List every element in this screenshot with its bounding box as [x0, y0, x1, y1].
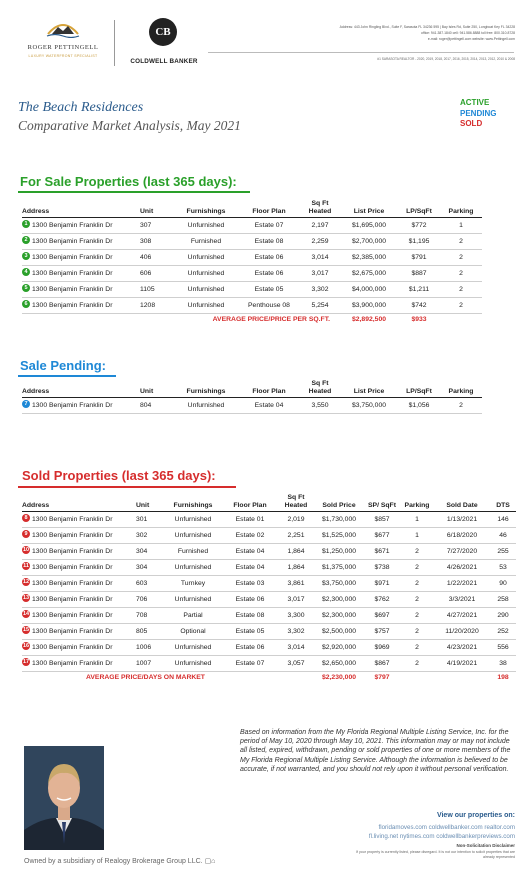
agent-portrait-icon [24, 746, 104, 850]
legend-active: ACTIVE [460, 98, 490, 107]
lp-sqft-cell: $742 [398, 298, 440, 314]
floor-plan-cell: Estate 04 [222, 544, 278, 560]
parking-cell: 1 [400, 528, 434, 544]
address-cell [22, 218, 140, 234]
table-row [22, 282, 482, 298]
listing-number-badge: 14 [22, 611, 30, 618]
contact-info [215, 24, 515, 42]
list-price-cell: $3,750,000 [340, 398, 398, 414]
col-sqft: Sq Ft Heated [300, 200, 340, 218]
for-sale-heading: For Sale Properties (last 365 days): [20, 174, 237, 189]
floor-plan-cell: Estate 07 [238, 218, 300, 234]
avg-label: AVERAGE PRICE/DAYS ON MARKET [86, 674, 205, 681]
pending-table-wrap [22, 380, 482, 414]
equal-housing-icon: ▢⌂ [204, 858, 216, 865]
parking-cell: 2 [400, 592, 434, 608]
unit-cell: 302 [136, 528, 164, 544]
col-parking: Parking [400, 494, 434, 512]
furnishings-cell: Unfurnished [164, 592, 222, 608]
phone-line: office: 941.387.1840 cell: 941.586.8888 toll free: 800.310.8728 [420, 31, 515, 35]
pending-underline [18, 375, 116, 377]
address-text: 1300 Benjamin Franklin Dr [32, 644, 113, 651]
table-row [22, 250, 482, 266]
listing-number-badge: 5 [22, 284, 30, 292]
lp-sqft-cell: $1,211 [398, 282, 440, 298]
sold-date-cell: 4/23/2021 [434, 640, 490, 656]
parking-cell: 2 [400, 544, 434, 560]
col-list-price: List Price [340, 380, 398, 398]
dts-cell: 290 [490, 608, 516, 624]
sqft-cell: 3,057 [278, 656, 314, 672]
legend-sold: SOLD [460, 119, 483, 128]
table-row [22, 528, 516, 544]
rp-tagline: LUXURY WATERFRONT SPECIALIST [28, 54, 98, 58]
table-row [22, 624, 516, 640]
sqft-cell: 3,014 [300, 250, 340, 266]
email-line: e-mail: roger@pettingell.com website: www.Pettingell.com [427, 37, 515, 41]
unit-cell: 304 [136, 560, 164, 576]
cb-name: COLDWELL BANKER [130, 58, 198, 65]
table-row [22, 656, 516, 672]
pending-heading: Sale Pending: [20, 358, 106, 373]
col-furnishings: Furnishings [174, 380, 238, 398]
sold-price-cell: $1,250,000 [314, 544, 364, 560]
parking-cell: 2 [440, 266, 482, 282]
sp-sqft-cell: $671 [364, 544, 400, 560]
furnishings-cell: Unfurnished [164, 528, 222, 544]
unit-cell: 1007 [136, 656, 164, 672]
sqft-cell: 3,302 [278, 624, 314, 640]
sp-sqft-cell: $697 [364, 608, 400, 624]
sold-price-cell: $2,650,000 [314, 656, 364, 672]
sp-sqft-cell: $762 [364, 592, 400, 608]
col-parking: Parking [440, 380, 482, 398]
sp-sqft-cell: $738 [364, 560, 400, 576]
listing-number-badge: 3 [22, 252, 30, 260]
listing-number-badge: 2 [22, 236, 30, 244]
dts-cell: 255 [490, 544, 516, 560]
floor-plan-cell: Estate 06 [222, 592, 278, 608]
parking-cell: 2 [400, 608, 434, 624]
unit-cell: 708 [136, 608, 164, 624]
address-line: Address: 443 John Ringling Blvd., Suite F, Sarasota FL 34236 595 | Bay Isles Rd, Suite 250, Longboat Key FL 34228 [339, 25, 515, 29]
listing-number-badge: 10 [22, 547, 30, 554]
col-sold-date: Sold Date [434, 494, 490, 512]
for-sale-average-row [22, 314, 482, 326]
legend-pending: PENDING [460, 108, 497, 118]
list-price-cell: $1,695,000 [340, 218, 398, 234]
furnishings-cell: Furnished [164, 544, 222, 560]
floor-plan-cell: Penthouse 08 [238, 298, 300, 314]
address-text: 1300 Benjamin Franklin Dr [32, 564, 113, 571]
avg-label: AVERAGE PRICE/PRICE PER SQ.FT. [212, 316, 330, 323]
sold-date-cell: 1/13/2021 [434, 512, 490, 528]
table-row [22, 298, 482, 314]
address-cell [22, 576, 136, 592]
address-cell [22, 560, 136, 576]
sp-sqft-cell: $857 [364, 512, 400, 528]
sold-price-cell: $3,750,000 [314, 576, 364, 592]
list-price-cell: $2,385,000 [340, 250, 398, 266]
sites-line-2[interactable]: fl.living.net nytimes.com coldwellbankerpreviews.com [368, 833, 515, 840]
parking-cell: 2 [400, 640, 434, 656]
address-text: 1300 Benjamin Franklin Dr [32, 660, 113, 667]
col-floor-plan: Floor Plan [222, 494, 278, 512]
listing-number-badge: 13 [22, 595, 30, 602]
lp-sqft-cell: $1,195 [398, 234, 440, 250]
sold-table-wrap [22, 494, 516, 683]
sp-sqft-cell: $677 [364, 528, 400, 544]
parking-cell: 2 [400, 656, 434, 672]
address-text: 1300 Benjamin Franklin Dr [32, 402, 113, 409]
address-cell [22, 250, 140, 266]
sqft-cell: 3,017 [300, 266, 340, 282]
sold-price-cell: $2,300,000 [314, 592, 364, 608]
col-address: Address [22, 494, 136, 512]
list-price-cell: $2,700,000 [340, 234, 398, 250]
address-text: 1300 Benjamin Franklin Dr [32, 286, 113, 293]
avg-price: $2,892,500 [351, 316, 387, 323]
address-cell [22, 398, 140, 414]
listing-number-badge: 15 [22, 627, 30, 634]
table-row [22, 266, 482, 282]
avg-dts: 198 [497, 674, 509, 681]
sqft-cell: 2,251 [278, 528, 314, 544]
pending-table [22, 380, 482, 414]
table-row [22, 608, 516, 624]
furnishings-cell: Furnished [174, 234, 238, 250]
agent-photo [24, 746, 104, 850]
address-cell [22, 282, 140, 298]
sqft-cell: 3,861 [278, 576, 314, 592]
col-furnishings: Furnishings [164, 494, 222, 512]
unit-cell: 804 [140, 398, 174, 414]
address-cell [22, 234, 140, 250]
floor-plan-cell: Estate 08 [222, 608, 278, 624]
furnishings-cell: Unfurnished [174, 250, 238, 266]
furnishings-cell: Unfurnished [174, 218, 238, 234]
address-cell [22, 298, 140, 314]
floor-plan-cell: Estate 04 [238, 398, 300, 414]
listing-number-badge: 6 [22, 300, 30, 308]
parking-cell: 2 [400, 576, 434, 592]
address-text: 1300 Benjamin Franklin Dr [32, 628, 113, 635]
address-text: 1300 Benjamin Franklin Dr [32, 516, 113, 523]
col-sold-price: Sold Price [314, 494, 364, 512]
address-text: 1300 Benjamin Franklin Dr [32, 238, 113, 245]
address-text: 1300 Benjamin Franklin Dr [32, 270, 113, 277]
parking-cell: 1 [440, 218, 482, 234]
unit-cell: 1208 [140, 298, 174, 314]
sold-underline [18, 486, 236, 488]
list-price-cell: $4,000,000 [340, 282, 398, 298]
furnishings-cell: Partial [164, 608, 222, 624]
status-legend [460, 98, 496, 130]
col-parking: Parking [440, 200, 482, 218]
floor-plan-cell: Estate 06 [238, 250, 300, 266]
col-floor-plan: Floor Plan [238, 200, 300, 218]
parking-cell: 2 [400, 560, 434, 576]
avg-price: $2,230,000 [321, 674, 357, 681]
sqft-cell: 3,302 [300, 282, 340, 298]
col-address: Address [22, 200, 140, 218]
listing-number-badge: 9 [22, 530, 30, 538]
sold-date-cell: 3/3/2021 [434, 592, 490, 608]
address-cell [22, 640, 136, 656]
dts-cell: 146 [490, 512, 516, 528]
col-furnishings: Furnishings [174, 200, 238, 218]
mls-disclaimer: Based on information from the My Florida Regional Multiple Listing Service, Inc. for the period of May 10, 2020 through May 10, 2021. This information may or may not include all listed, expired, withdrawn, pending or sold properties of one or more members of the My Florida Regional Multiple Listing Service. Although the information is believed to be accurate, if not warranted, and you should not rely upon it without personal verification. [240, 729, 511, 773]
furnishings-cell: Unfurnished [164, 512, 222, 528]
parking-cell: 2 [440, 298, 482, 314]
for-sale-underline [18, 191, 250, 193]
sold-date-cell: 1/22/2021 [434, 576, 490, 592]
address-text: 1300 Benjamin Franklin Dr [32, 222, 113, 229]
floor-plan-cell: Estate 03 [222, 576, 278, 592]
sold-date-cell: 6/18/2020 [434, 528, 490, 544]
floor-plan-cell: Estate 06 [238, 266, 300, 282]
lp-sqft-cell: $791 [398, 250, 440, 266]
listing-number-badge: 8 [22, 514, 30, 522]
unit-cell: 308 [140, 234, 174, 250]
dts-cell: 46 [490, 528, 516, 544]
sqft-cell: 3,014 [278, 640, 314, 656]
sqft-cell: 2,019 [278, 512, 314, 528]
parking-cell: 2 [400, 624, 434, 640]
dts-cell: 38 [490, 656, 516, 672]
sp-sqft-cell: $867 [364, 656, 400, 672]
unit-cell: 1006 [136, 640, 164, 656]
avg-psf: $797 [374, 674, 390, 681]
floor-plan-cell: Estate 08 [238, 234, 300, 250]
unit-cell: 603 [136, 576, 164, 592]
sold-date-cell: 7/27/2020 [434, 544, 490, 560]
address-text: 1300 Benjamin Franklin Dr [32, 254, 113, 261]
col-lp-sqft: LP/SqFt [398, 200, 440, 218]
listing-number-badge: 16 [22, 643, 30, 650]
col-sqft: Sq Ft Heated [278, 494, 314, 512]
awards-line: #1 SARASOTA REALTOR - 2020, 2019, 2018, 2017, 2016, 2015, 2014, 2013, 2012, 2010 & 2008 [377, 57, 515, 61]
col-list-price: List Price [340, 200, 398, 218]
unit-cell: 805 [136, 624, 164, 640]
address-text: 1300 Benjamin Franklin Dr [32, 548, 113, 555]
sqft-cell: 1,864 [278, 560, 314, 576]
furnishings-cell: Unfurnished [164, 560, 222, 576]
floor-plan-cell: Estate 01 [222, 512, 278, 528]
floor-plan-cell: Estate 05 [222, 624, 278, 640]
table-row [22, 544, 516, 560]
listing-number-badge: 11 [23, 563, 29, 570]
report-title: The Beach Residences [18, 100, 144, 115]
address-cell [22, 608, 136, 624]
furnishings-cell: Unfurnished [164, 656, 222, 672]
address-cell [22, 592, 136, 608]
sold-heading: Sold Properties (last 365 days): [22, 468, 216, 483]
address-cell [22, 512, 136, 528]
col-sqft: Sq Ft Heated [300, 380, 340, 398]
dts-cell: 53 [490, 560, 516, 576]
ownership-text: Owned by a subsidiary of Realogy Brokerage Group LLC. [24, 858, 203, 865]
ownership-note [24, 857, 215, 865]
report-subtitle: Comparative Market Analysis, May 2021 [18, 118, 241, 133]
col-unit: Unit [140, 200, 174, 218]
sites-line-1[interactable]: floridamoves.com coldwellbanker.com realtor.com [378, 824, 515, 831]
sqft-cell: 1,864 [278, 544, 314, 560]
listing-number-badge: 12 [22, 579, 30, 586]
parking-cell: 2 [440, 398, 482, 414]
lp-sqft-cell: $887 [398, 266, 440, 282]
table-row [22, 398, 482, 414]
address-text: 1300 Benjamin Franklin Dr [32, 580, 113, 587]
address-cell [22, 624, 136, 640]
furnishings-cell: Turnkey [164, 576, 222, 592]
sold-date-cell: 4/26/2021 [434, 560, 490, 576]
sp-sqft-cell: $757 [364, 624, 400, 640]
for-sale-table-wrap [22, 200, 482, 325]
address-cell [22, 656, 136, 672]
sp-sqft-cell: $971 [364, 576, 400, 592]
table-row [22, 576, 516, 592]
parking-cell: 2 [440, 234, 482, 250]
address-text: 1300 Benjamin Franklin Dr [32, 302, 113, 309]
unit-cell: 606 [140, 266, 174, 282]
col-sp-sqft: SP/ SqFt [364, 494, 400, 512]
list-price-cell: $2,675,000 [340, 266, 398, 282]
waterfront-logo-icon [46, 18, 80, 38]
sqft-cell: 3,300 [278, 608, 314, 624]
header-rule [208, 52, 514, 53]
table-row [22, 234, 482, 250]
sold-price-cell: $2,920,000 [314, 640, 364, 656]
lp-sqft-cell: $772 [398, 218, 440, 234]
dts-cell: 90 [490, 576, 516, 592]
table-row [22, 640, 516, 656]
sqft-cell: 3,017 [278, 592, 314, 608]
dts-cell: 252 [490, 624, 516, 640]
sqft-cell: 2,197 [300, 218, 340, 234]
furnishings-cell: Unfurnished [174, 266, 238, 282]
address-text: 1300 Benjamin Franklin Dr [32, 532, 113, 539]
for-sale-table [22, 200, 482, 325]
property-sites [295, 823, 515, 841]
non-solicitation-text: If your property is currently listed, please disregard. It is not our intention to solicit properties that are already represented [355, 850, 515, 859]
floor-plan-cell: Estate 02 [222, 528, 278, 544]
unit-cell: 301 [136, 512, 164, 528]
furnishings-cell: Optional [164, 624, 222, 640]
listing-number-badge: 7 [22, 400, 30, 408]
sold-price-cell: $1,730,000 [314, 512, 364, 528]
parking-cell: 1 [400, 512, 434, 528]
sold-date-cell: 11/20/2020 [434, 624, 490, 640]
sold-price-cell: $1,525,000 [314, 528, 364, 544]
unit-cell: 406 [140, 250, 174, 266]
col-unit: Unit [136, 494, 164, 512]
address-cell [22, 266, 140, 282]
table-row [22, 218, 482, 234]
table-row [22, 592, 516, 608]
sp-sqft-cell: $969 [364, 640, 400, 656]
address-cell [22, 544, 136, 560]
cb-monogram-icon: CB [149, 18, 177, 46]
col-floor-plan: Floor Plan [238, 380, 300, 398]
sqft-cell: 3,550 [300, 398, 340, 414]
address-cell [22, 528, 136, 544]
furnishings-cell: Unfurnished [164, 640, 222, 656]
logo-divider [114, 20, 115, 66]
floor-plan-cell: Estate 07 [222, 656, 278, 672]
roger-pettingell-logo [18, 18, 108, 70]
unit-cell: 304 [136, 544, 164, 560]
sold-average-row [22, 672, 516, 684]
listing-number-badge: 1 [22, 220, 30, 228]
furnishings-cell: Unfurnished [174, 282, 238, 298]
rp-name: ROGER PETTINGELL [27, 44, 99, 51]
floor-plan-cell: Estate 04 [222, 560, 278, 576]
table-row [22, 512, 516, 528]
unit-cell: 706 [136, 592, 164, 608]
avg-psf: $933 [411, 316, 427, 323]
sqft-cell: 2,259 [300, 234, 340, 250]
dts-cell: 556 [490, 640, 516, 656]
address-text: 1300 Benjamin Franklin Dr [32, 596, 113, 603]
list-price-cell: $3,900,000 [340, 298, 398, 314]
non-solicitation-title: Non-Solicitation Disclaimer [456, 843, 515, 848]
address-text: 1300 Benjamin Franklin Dr [32, 612, 113, 619]
sold-date-cell: 4/19/2021 [434, 656, 490, 672]
furnishings-cell: Unfurnished [174, 398, 238, 414]
parking-cell: 2 [440, 250, 482, 266]
floor-plan-cell: Estate 05 [238, 282, 300, 298]
table-row [22, 560, 516, 576]
sold-date-cell: 4/27/2021 [434, 608, 490, 624]
view-properties-label: View our properties on: [436, 812, 515, 819]
sold-price-cell: $1,375,000 [314, 560, 364, 576]
sold-price-cell: $2,500,000 [314, 624, 364, 640]
lp-sqft-cell: $1,056 [398, 398, 440, 414]
listing-number-badge: 17 [22, 659, 30, 666]
unit-cell: 1105 [140, 282, 174, 298]
dts-cell: 258 [490, 592, 516, 608]
floor-plan-cell: Estate 06 [222, 640, 278, 656]
sold-table [22, 494, 516, 683]
col-address: Address [22, 380, 140, 398]
sold-price-cell: $2,300,000 [314, 608, 364, 624]
parking-cell: 2 [440, 282, 482, 298]
col-unit: Unit [140, 380, 174, 398]
col-lp-sqft: LP/SqFt [398, 380, 440, 398]
furnishings-cell: Unfurnished [174, 298, 238, 314]
unit-cell: 307 [140, 218, 174, 234]
listing-number-badge: 4 [22, 268, 30, 276]
coldwell-banker-logo [124, 18, 204, 70]
sqft-cell: 5,254 [300, 298, 340, 314]
col-dts: DTS [490, 494, 516, 512]
